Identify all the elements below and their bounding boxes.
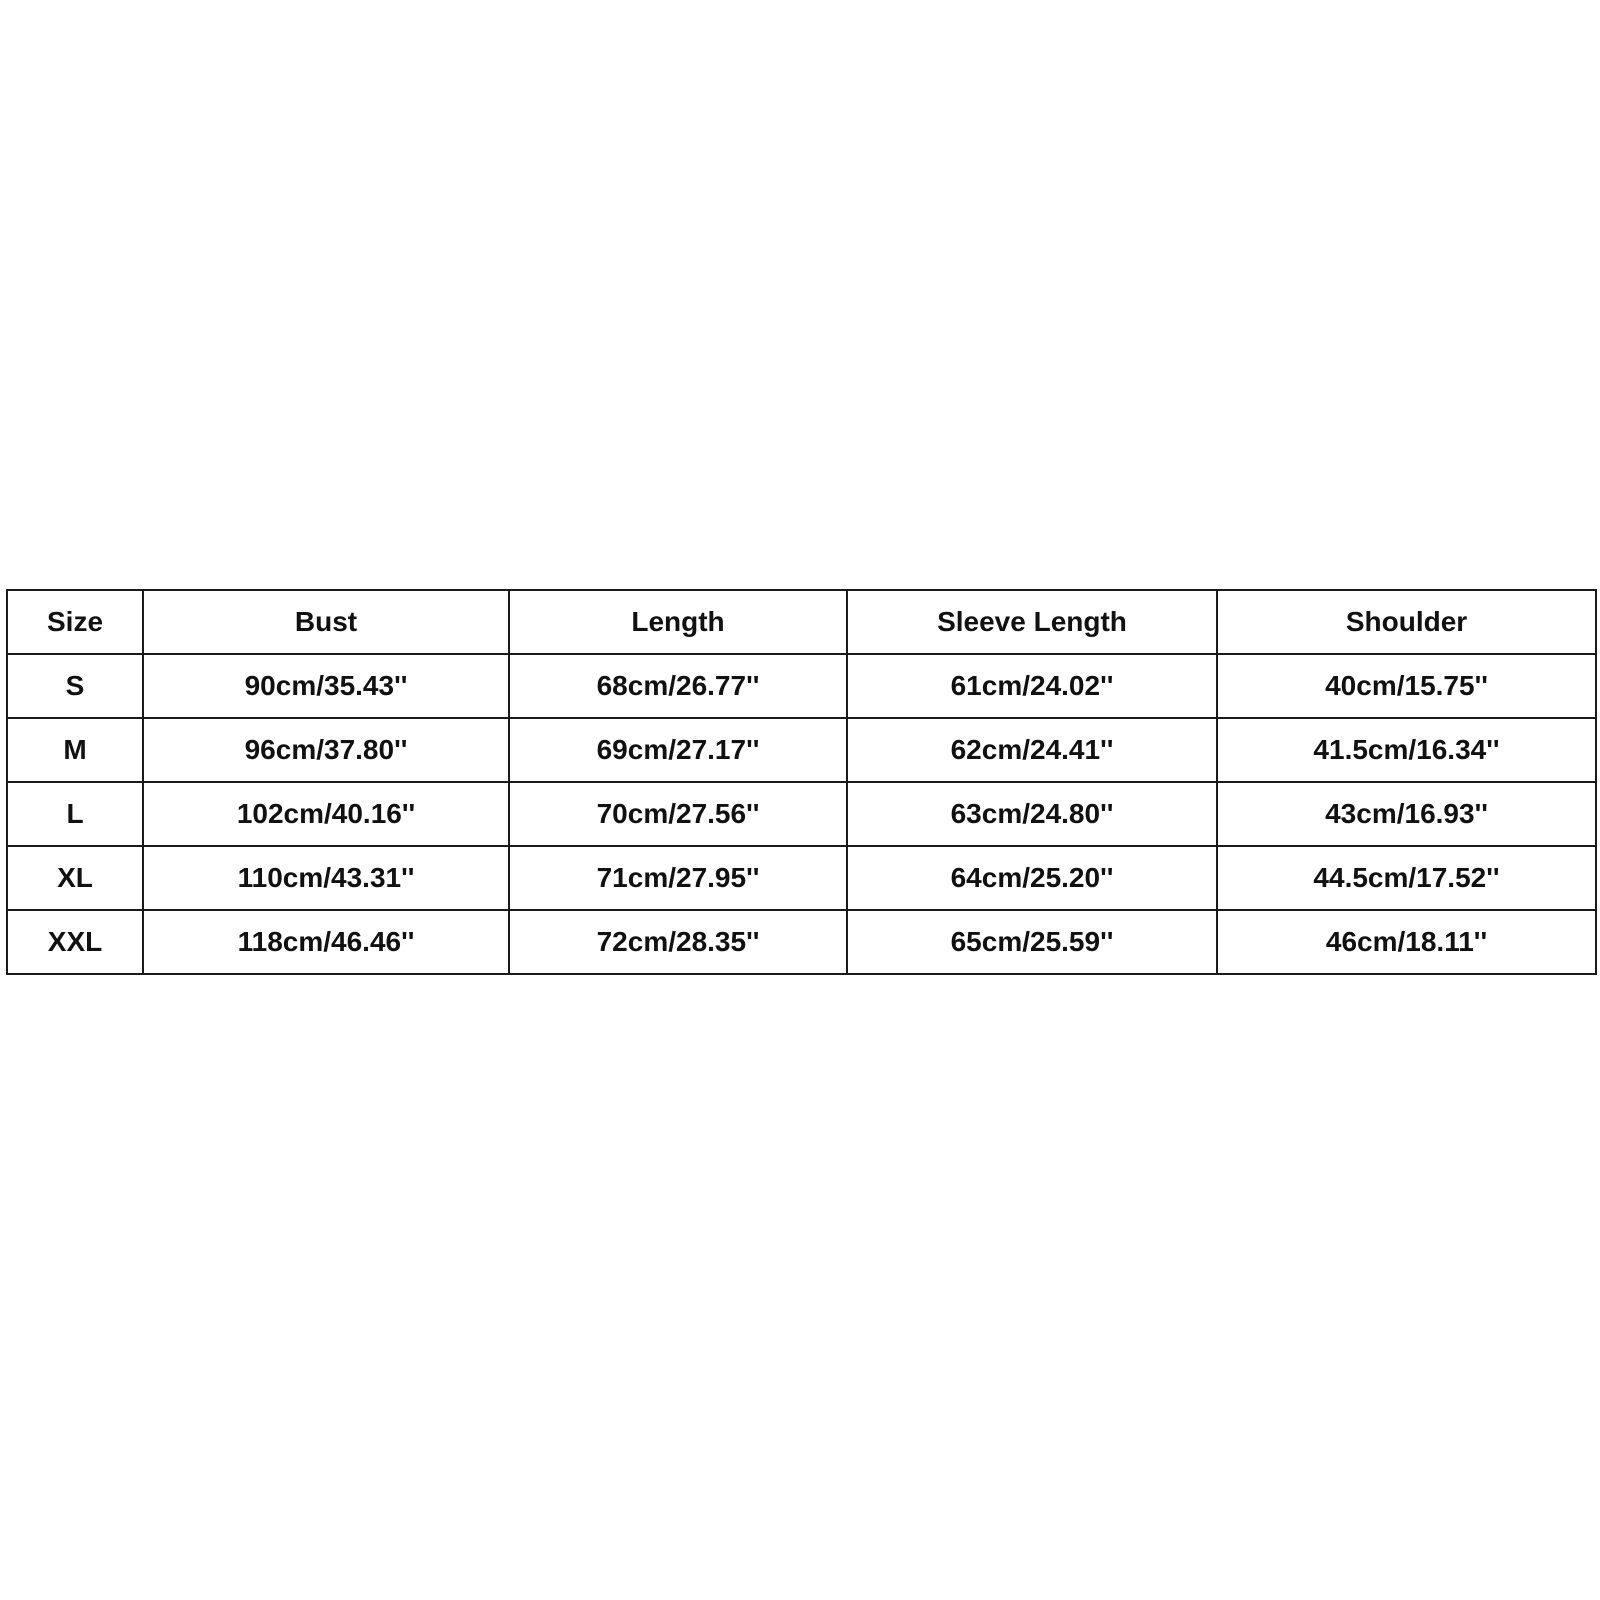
table-row [7, 910, 1596, 974]
cell-size: S [7, 654, 143, 718]
cell-sleeve-length: 63cm/24.80'' [847, 782, 1217, 846]
cell-shoulder: 43cm/16.93'' [1217, 782, 1596, 846]
header-shoulder: Shoulder [1217, 590, 1596, 654]
cell-length: 68cm/26.77'' [509, 654, 847, 718]
cell-length: 71cm/27.95'' [509, 846, 847, 910]
cell-bust: 102cm/40.16'' [143, 782, 509, 846]
cell-bust: 90cm/35.43'' [143, 654, 509, 718]
cell-shoulder: 41.5cm/16.34'' [1217, 718, 1596, 782]
cell-size: L [7, 782, 143, 846]
cell-bust: 118cm/46.46'' [143, 910, 509, 974]
header-sleeve-length: Sleeve Length [847, 590, 1217, 654]
cell-shoulder: 46cm/18.11'' [1217, 910, 1596, 974]
header-length: Length [509, 590, 847, 654]
cell-sleeve-length: 65cm/25.59'' [847, 910, 1217, 974]
cell-size: XL [7, 846, 143, 910]
cell-size: XXL [7, 910, 143, 974]
cell-sleeve-length: 61cm/24.02'' [847, 654, 1217, 718]
cell-length: 72cm/28.35'' [509, 910, 847, 974]
table-row [7, 654, 1596, 718]
cell-length: 70cm/27.56'' [509, 782, 847, 846]
cell-sleeve-length: 62cm/24.41'' [847, 718, 1217, 782]
header-size: Size [7, 590, 143, 654]
cell-shoulder: 44.5cm/17.52'' [1217, 846, 1596, 910]
table-row [7, 782, 1596, 846]
cell-length: 69cm/27.17'' [509, 718, 847, 782]
cell-size: M [7, 718, 143, 782]
cell-sleeve-length: 64cm/25.20'' [847, 846, 1217, 910]
table-row [7, 846, 1596, 910]
table-header-row [7, 590, 1596, 654]
header-bust: Bust [143, 590, 509, 654]
cell-shoulder: 40cm/15.75'' [1217, 654, 1596, 718]
cell-bust: 110cm/43.31'' [143, 846, 509, 910]
table-row [7, 718, 1596, 782]
cell-bust: 96cm/37.80'' [143, 718, 509, 782]
size-chart-table [6, 589, 1597, 975]
